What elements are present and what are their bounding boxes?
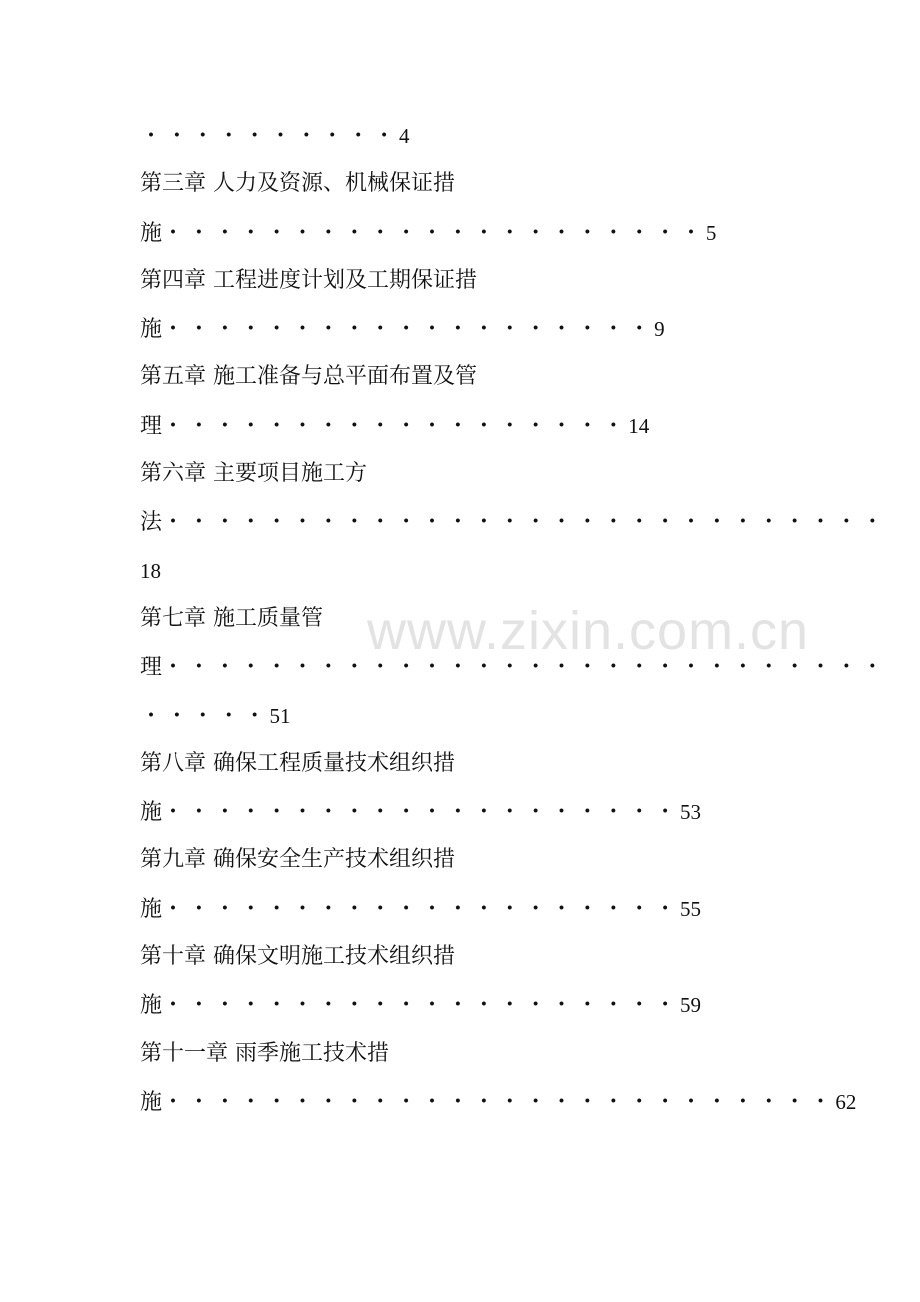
toc-entry-line xyxy=(140,1078,857,1126)
toc-chapter-title xyxy=(140,595,820,643)
chapter-title-text: 第五章 施工准备与总平面布置及管 xyxy=(140,364,477,390)
entry-text: 施 xyxy=(140,896,163,922)
watermark: www.zixin.com.cn xyxy=(367,601,810,661)
toc-entry-line xyxy=(140,209,820,257)
leader-dots: ・・・・・・・・・・・・・・・・・・・・・・・・・・ xyxy=(162,1089,836,1115)
toc-chapter-title xyxy=(140,836,820,884)
toc-chapter-title xyxy=(140,1030,820,1078)
entry-text: 法 xyxy=(140,510,163,536)
entry-text: 施 xyxy=(140,993,163,1019)
toc-entry-line xyxy=(140,498,888,546)
page-number: 9 xyxy=(654,317,665,342)
entry-text: 施 xyxy=(140,1089,163,1115)
toc-entry-line xyxy=(140,788,820,836)
page-number: 5 xyxy=(705,220,717,245)
entry-text: 理 xyxy=(140,655,163,681)
leader-dots: ・・・・・・・・・・・・・・・・・・・・・ xyxy=(162,220,706,246)
entry-text: 施 xyxy=(140,800,163,826)
toc-chapter-title xyxy=(140,257,820,305)
entry-text: 施 xyxy=(140,317,163,343)
page-number: 14 xyxy=(628,413,650,438)
chapter-title-text: 第六章 主要项目施工方 xyxy=(140,461,367,487)
chapter-title-text: 第三章 人力及资源、机械保证措 xyxy=(140,171,455,197)
leader-dots: ・・・・・・・・・・・・・・・・・・・・・・・・・・・・ xyxy=(162,510,888,536)
entry-text: 理 xyxy=(140,413,163,439)
entry-text: 施 xyxy=(140,220,163,246)
page-number: 4 xyxy=(399,124,410,148)
chapter-title-text: 第九章 确保安全生产技术组织措 xyxy=(140,847,455,873)
leader-dots: ・・・・・・・・・・ xyxy=(140,124,400,149)
toc-chapter-title xyxy=(140,353,820,401)
page-number: 62 xyxy=(835,1089,857,1114)
leader-dots: ・・・・・・・・・・・・・・・・・・・・ xyxy=(162,896,681,922)
chapter-title-text: 第四章 工程进度计划及工期保证措 xyxy=(140,267,477,293)
chapter-title-text: 第七章 施工质量管 xyxy=(140,605,323,631)
leader-dots: ・・・・・・・・・・・・・・・・・・ xyxy=(162,413,629,439)
toc-chapter-title xyxy=(140,160,820,208)
toc-entry-line xyxy=(140,112,820,160)
toc-entry-line xyxy=(140,643,888,691)
toc-entry-line xyxy=(140,305,820,353)
toc-entry-line xyxy=(140,885,820,933)
leader-dots: ・・・・・・・・・・・・・・・・・・・・・・・・・・・・ xyxy=(162,655,888,681)
leader-dots: ・・・・・・・・・・・・・・・・・・・・ xyxy=(162,800,681,826)
toc-chapter-title xyxy=(140,450,820,498)
chapter-title-text: 第十章 确保文明施工技术组织措 xyxy=(140,944,455,970)
toc-entry-line xyxy=(140,692,820,740)
leader-dots: ・・・・・・・・・・・・・・・・・・・・ xyxy=(162,993,681,1019)
toc-entry-line xyxy=(140,981,820,1029)
page-number: 53 xyxy=(680,800,702,825)
page-number: 59 xyxy=(680,993,702,1018)
page-number: 51 xyxy=(269,703,291,728)
toc-entry-line xyxy=(140,547,820,595)
toc-chapter-title xyxy=(140,740,820,788)
table-of-contents xyxy=(140,112,888,1126)
chapter-title-text: 第十一章 雨季施工技术措 xyxy=(140,1040,389,1066)
leader-dots: ・・・・・・・・・・・・・・・・・・・ xyxy=(162,317,655,343)
toc-entry-line xyxy=(140,402,820,450)
leader-dots: ・・・・・ xyxy=(140,703,270,729)
toc-chapter-title xyxy=(140,933,820,981)
chapter-title-text: 第八章 确保工程质量技术组织措 xyxy=(140,750,455,776)
page-number: 18 xyxy=(140,558,161,583)
page-number: 55 xyxy=(680,896,702,921)
